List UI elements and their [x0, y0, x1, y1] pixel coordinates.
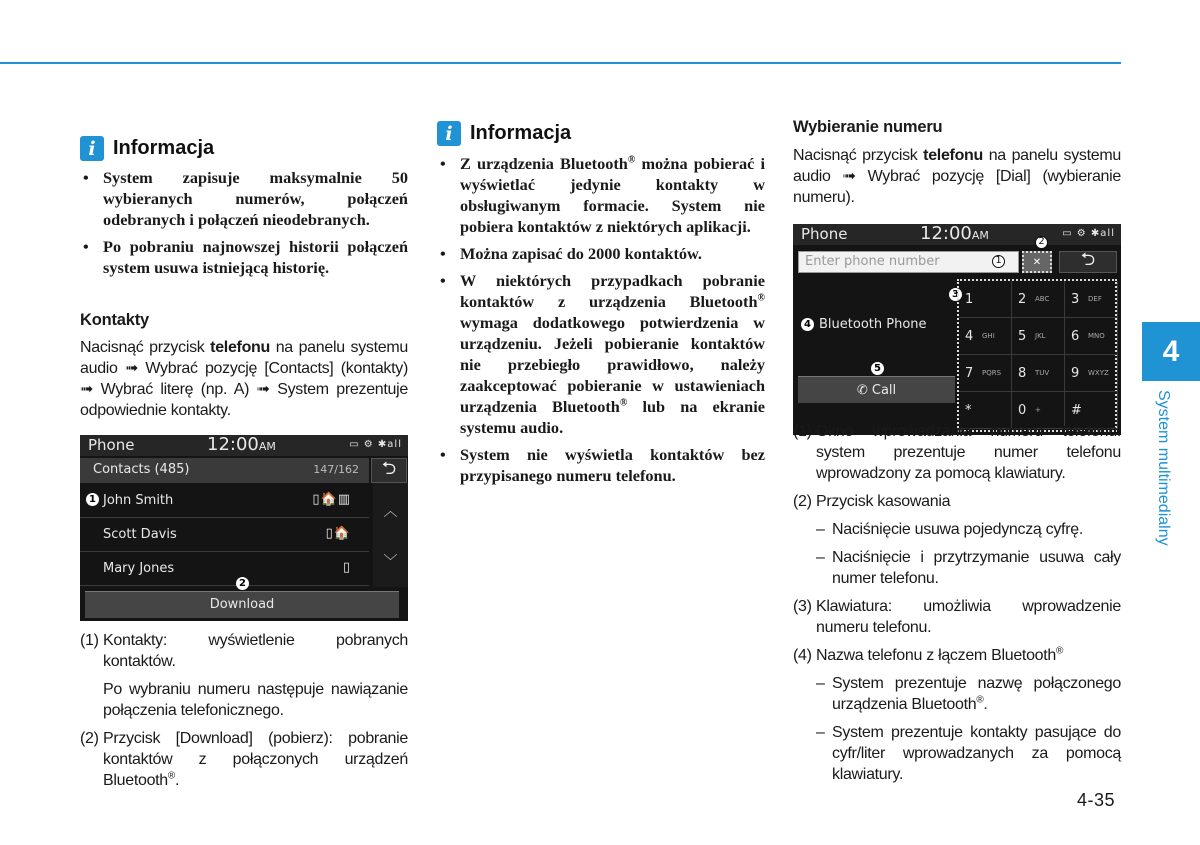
keypad-key[interactable]: [959, 281, 1012, 318]
callout-4: 4: [801, 318, 814, 331]
contacts-page-count: 147/162: [313, 463, 359, 476]
key-digit: 6: [1071, 329, 1080, 344]
note-item: (2) Przycisk kasowania: [793, 493, 951, 510]
screen-title: Phone: [88, 436, 135, 454]
call-label: Call: [871, 383, 897, 398]
back-button[interactable]: ⮌: [1059, 251, 1117, 273]
info-bullet: • Z urządzenia Bluetooth® można pobierać i wyświetlać jedynie kontakty w obsługiwanym formacie. System nie pobiera kontaktów z niektórych aplikacji.: [437, 153, 765, 237]
key-digit: 4: [965, 329, 974, 344]
contact-type-icons: ▯: [342, 560, 351, 575]
keypad-key[interactable]: [1065, 355, 1118, 392]
key-letters: WXYZ: [1088, 369, 1109, 377]
key-digit: #: [1071, 403, 1082, 418]
status-icons: ▭ ⚙ ✱all: [1062, 228, 1115, 239]
contact-name: Scott Davis: [103, 527, 177, 542]
keypad-key[interactable]: [1012, 281, 1065, 318]
note-dash-item: – System prezentuje nazwę połączonego urządzenia Bluetooth®.: [816, 675, 1121, 713]
key-digit: 8: [1018, 366, 1027, 381]
callout-1: 1: [86, 493, 99, 506]
note-dash-item: – Naciśnięcie i przytrzymanie usuwa cały numer telefonu.: [816, 549, 1121, 587]
key-letters: DEF: [1088, 295, 1102, 303]
contact-type-icons: ▯🏠▥: [312, 492, 351, 507]
dial-notes: [793, 421, 1121, 792]
info-list: [80, 167, 408, 284]
page-number: 4-35: [1077, 790, 1116, 810]
contact-row[interactable]: [80, 519, 369, 552]
key-digit: 1: [965, 292, 974, 307]
top-rule: [0, 62, 1121, 64]
chapter-tab: 4: [1142, 322, 1200, 381]
note-item: (4) Nazwa telefonu z łączem Bluetooth®: [793, 645, 1064, 664]
info-header: [80, 136, 214, 161]
key-digit: 3: [1071, 292, 1080, 307]
section-heading: Wybieranie numeru: [793, 118, 943, 136]
key-letters: ABC: [1035, 295, 1050, 303]
callout-2: 2: [236, 577, 249, 590]
clock: 12:00AM: [207, 435, 276, 455]
info-list: [437, 153, 765, 492]
info-icon: i: [437, 121, 461, 146]
keypad-key[interactable]: [959, 318, 1012, 355]
callout-2: 2: [1035, 236, 1048, 249]
note-item: (2) Przycisk [Download] (pobierz): pobranie kontaktów z połączonych urządzeń Bluetooth®.: [80, 730, 408, 789]
keypad-key[interactable]: [1012, 355, 1065, 392]
keypad-key[interactable]: [1012, 318, 1065, 355]
info-bullet: • System zapisuje maksymalnie 50 wybieranych numerów, połączeń odebranych i połączeń nieodebranych.: [80, 167, 408, 230]
back-button[interactable]: ⮌: [371, 458, 407, 483]
bluetooth-phone-name: Bluetooth Phone: [819, 317, 927, 332]
delete-button[interactable]: ✕: [1022, 251, 1052, 273]
key-letters: TUV: [1035, 369, 1050, 377]
callout-1: 1: [992, 255, 1005, 268]
section-heading: Kontakty: [80, 311, 149, 329]
info-title: Informacja: [470, 122, 572, 144]
scroll-up-icon[interactable]: ︿: [383, 504, 398, 520]
section-paragraph: Nacisnąć przycisk telefonu na panelu systemu audio ➟ Wybrać pozycję [Contacts] (kontakty) ➟ Wybrać literę (np. A) ➟ System prezentuje odpowiednie kontakty.: [80, 339, 408, 419]
key-letters: PQRS: [982, 369, 1002, 377]
status-icons: ▭ ⚙ ✱all: [349, 439, 402, 450]
callout-5: 5: [871, 362, 884, 375]
key-digit: 5: [1018, 329, 1027, 344]
info-title: Informacja: [113, 137, 215, 159]
info-bullet: • Po pobraniu najnowszej historii połączeń system usuwa istniejącą historię.: [80, 236, 408, 278]
note-item: (1) Kontakty: wyświetlenie pobranych kontaktów.: [80, 632, 408, 670]
scroll-column: [373, 483, 408, 587]
key-digit: 7: [965, 366, 974, 381]
key-digit: *: [965, 403, 972, 418]
key-digit: 9: [1071, 366, 1080, 381]
scroll-down-icon[interactable]: ﹀: [383, 554, 398, 570]
call-button[interactable]: [798, 376, 955, 403]
callout-3: 3: [949, 288, 962, 301]
keypad-key[interactable]: [1065, 318, 1118, 355]
note-subparagraph: Po wybraniu numeru następuje nawiązanie połączenia telefonicznego.: [103, 681, 408, 719]
clock: 12:00AM: [920, 224, 989, 244]
contacts-header: [80, 458, 369, 483]
note-item: (1) Okno wprowadzania numeru telefonu: system prezentuje numer telefonu wprowadzony za pomocą klawiatury.: [793, 423, 1121, 482]
download-button[interactable]: Download: [85, 591, 399, 618]
screen-title: Phone: [801, 225, 848, 243]
handset-icon: ✆: [856, 383, 868, 398]
key-letters: JKL: [1035, 332, 1046, 340]
contacts-screen: [80, 435, 408, 621]
phone-number-input[interactable]: Enter phone number: [798, 251, 1019, 273]
note-dash-item: – System prezentuje kontakty pasujące do cyfr/liter wprowadzanych za pomocą klawiatury.: [816, 724, 1121, 783]
contact-name: Mary Jones: [103, 561, 175, 576]
info-icon: i: [80, 136, 104, 161]
section-paragraph: Nacisnąć przycisk telefonu na panelu systemu audio ➟ Wybrać pozycję [Dial] (wybieranie numeru).: [793, 147, 1121, 206]
key-letters: +: [1035, 406, 1041, 414]
key-digit: 2: [1018, 292, 1027, 307]
contact-row[interactable]: [80, 553, 369, 586]
info-bullet: • W niektórych przypadkach pobranie kontaktów z urządzenia Bluetooth® wymaga dodatkowego potwierdzenia w urządzeniu. Jeżeli pobieranie kontaktów nie przebiegło prawidłowo, należy zaakceptować pobieranie w ustawieniach urządzenia Bluetooth® lub na ekranie systemu audio.: [437, 270, 765, 438]
chapter-label: System multimedialny: [1155, 390, 1172, 546]
key-digit: 0: [1018, 403, 1027, 418]
status-bar: [80, 435, 408, 456]
note-item: (3) Klawiatura: umożliwia wprowadzenie numeru telefonu.: [793, 598, 1121, 636]
status-bar: [793, 224, 1121, 245]
info-header: [437, 121, 571, 146]
contacts-notes: [80, 630, 408, 798]
keypad-key[interactable]: [959, 355, 1012, 392]
contact-type-icons: ▯🏠: [325, 526, 351, 541]
key-letters: MNO: [1088, 332, 1105, 340]
contact-name: John Smith: [103, 493, 174, 508]
contact-row[interactable]: [80, 485, 369, 518]
info-bullet: • Można zapisać do 2000 kontaktów.: [437, 243, 765, 264]
contacts-count-label: Contacts (485): [93, 462, 190, 477]
dial-screen: [793, 224, 1121, 435]
info-bullet: • System nie wyświetla kontaktów bez przypisanego numeru telefonu.: [437, 444, 765, 486]
keypad: [957, 279, 1117, 432]
keypad-key[interactable]: [1065, 281, 1118, 318]
key-letters: GHI: [982, 332, 995, 340]
note-dash-item: – Naciśnięcie usuwa pojedynczą cyfrę.: [816, 521, 1083, 538]
